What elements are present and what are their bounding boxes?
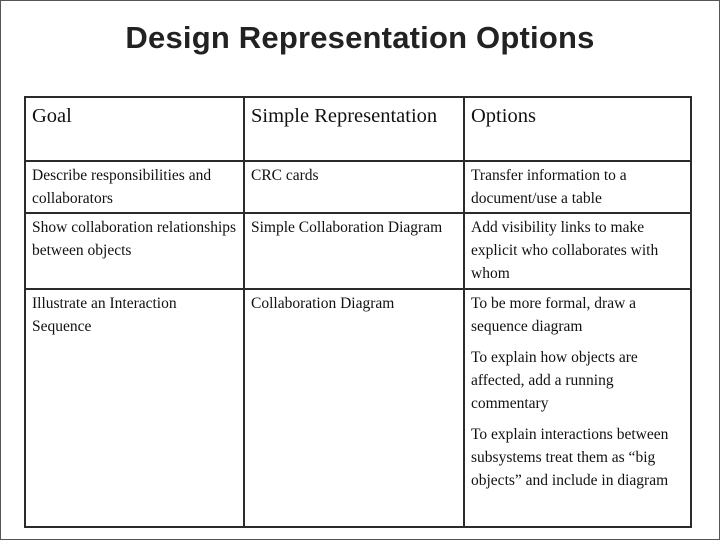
- table-header-row: [25, 97, 691, 161]
- cell-options: [464, 289, 691, 527]
- option-text: To explain how objects are affected, add a running commentary: [471, 349, 638, 412]
- header-options: Options: [464, 97, 691, 161]
- options-table: [24, 96, 692, 528]
- cell-goal: Describe responsibilities and collaborators: [25, 161, 244, 213]
- cell-simple-representation: Collaboration Diagram: [244, 289, 464, 527]
- header-goal: Goal: [25, 97, 244, 161]
- cell-options: [464, 213, 691, 289]
- table-row: [25, 161, 691, 213]
- option-text: Transfer information to a document/use a table: [471, 167, 627, 207]
- cell-goal: Illustrate an Interaction Sequence: [25, 289, 244, 527]
- cell-goal: Show collaboration relationships between objects: [25, 213, 244, 289]
- table-row: [25, 289, 691, 527]
- table-row: [25, 213, 691, 289]
- slide-title: Design Representation Options: [125, 20, 595, 55]
- option-text: To explain interactions between subsystems treat them as “big objects” and include in diagram: [471, 426, 669, 489]
- cell-simple-representation: CRC cards: [244, 161, 464, 213]
- cell-options: [464, 161, 691, 213]
- option-text: To be more formal, draw a sequence diagram: [471, 295, 637, 335]
- option-text: Add visibility links to make explicit who collaborates with whom: [471, 219, 659, 282]
- header-simple-representation: Simple Representation: [244, 97, 464, 161]
- cell-simple-representation: Simple Collaboration Diagram: [244, 213, 464, 289]
